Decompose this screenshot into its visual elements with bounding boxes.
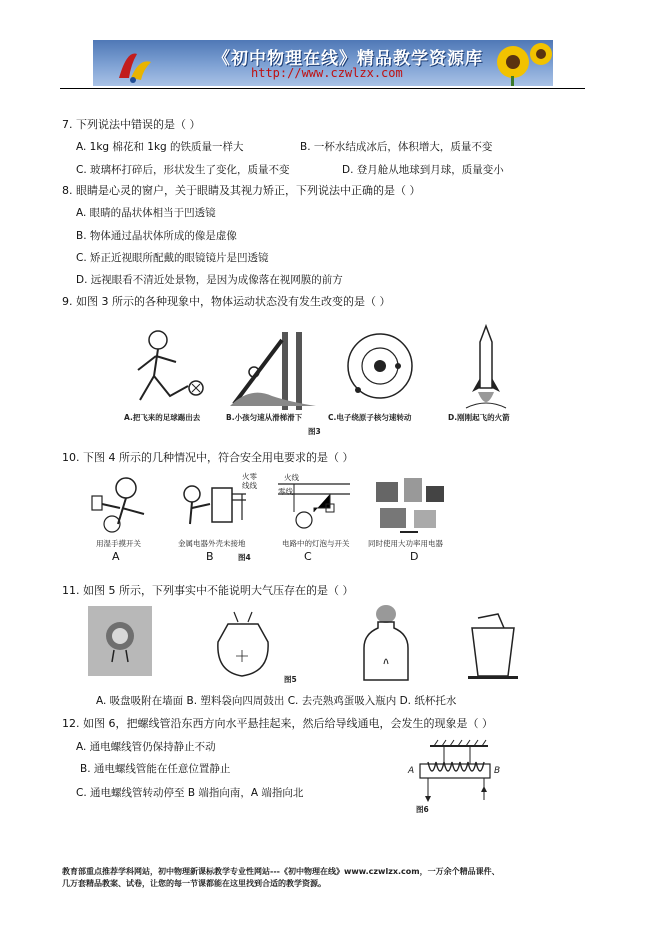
header-divider: [60, 88, 585, 89]
question-12-stem: 12. 如图 6，把螺线管沿东西方向水平悬挂起来，然后给导线通电，会发生的现象是（ ）: [62, 717, 493, 730]
figure-5-label: 图5: [284, 675, 297, 684]
figure-4: [88, 468, 448, 566]
solenoid-illustration: [404, 740, 504, 806]
figure-3-caption-a: A.把飞来的足球踢出去: [124, 413, 201, 422]
banner-url: http://www.czwlzx.com: [251, 66, 403, 80]
header-banner: [93, 40, 553, 86]
question-7-option-a: A. 1kg 棉花和 1kg 的铁质量一样大: [76, 141, 244, 153]
figure-5: [88, 606, 528, 686]
question-8-option-c: C. 矫正近视眼所配戴的眼镜镜片是凹透镜: [76, 252, 269, 264]
suction-cup-photo: [88, 606, 152, 676]
solenoid-end-a: A: [408, 766, 415, 776]
question-11-options: A. 吸盘吸附在墙面 B. 塑料袋向四周鼓出 C. 去壳熟鸡蛋吸入瓶内 D. 纸杯托水: [96, 695, 457, 707]
figure-3-caption-d: D.刚刚起飞的火箭: [448, 413, 510, 422]
figure-4-caption-b: 金属电器外壳未接地: [178, 539, 246, 548]
plastic-bag-illustration: [208, 606, 278, 682]
question-8-option-a: A. 眼睛的晶状体相当于凹透镜: [76, 207, 216, 219]
banner-title: 《初中物理在线》精品教学资源库: [213, 49, 483, 69]
question-7-option-d: D. 登月舱从地球到月球，质量变小: [342, 164, 504, 176]
figure-3-label: 图3: [308, 427, 321, 436]
question-11-stem: 11. 如图 5 所示，下列事实中不能说明大气压存在的是（ ）: [62, 584, 354, 597]
question-12-option-c: C. 通电螺线管转动停至 B 端指向南，A 端指向北: [76, 787, 304, 799]
figure-4-caption-d: 同时使用大功率用电器: [368, 539, 443, 548]
figure-6-label: 图6: [416, 805, 429, 814]
question-7-option-c: C. 玻璃杯打碎后，形状发生了变化，质量不变: [76, 164, 290, 176]
many-appliances-illustration: [370, 474, 450, 536]
rocket-illustration: [456, 322, 516, 412]
lamp-switch-circuit-illustration: [274, 474, 354, 536]
figure-4-letter-c: C: [304, 550, 312, 563]
wet-hand-switch-illustration: [88, 474, 158, 536]
figure-4-letter-a: A: [112, 550, 120, 563]
question-12-option-a: A. 通电螺线管仍保持静止不动: [76, 741, 216, 753]
figure-6: [404, 740, 504, 816]
slide-illustration: [220, 326, 320, 416]
question-9-stem: 9. 如图 3 所示的各种现象中，物体运动状态没有发生改变的是（ ）: [62, 295, 391, 308]
figure-4-wire-label-fire: 火线: [284, 473, 299, 482]
atom-illustration: [340, 328, 420, 408]
solenoid-end-b: B: [494, 766, 501, 776]
figure-4-letter-b: B: [206, 550, 214, 563]
question-7-option-b: B. 一杯水结成冰后，体积增大，质量不变: [300, 141, 493, 153]
figure-4-wire-label-1: 火零 线线: [242, 472, 257, 490]
question-12-option-b: B. 通电螺线管能在任意位置静止: [80, 763, 231, 775]
figure-4-label: 图4: [238, 553, 251, 562]
logo-icon: [115, 44, 155, 84]
figure-4-caption-c: 电路中的灯泡与开关: [282, 539, 350, 548]
egg-bottle-illustration: [356, 604, 416, 684]
question-8-option-b: B. 物体通过晶状体所成的像是虚像: [76, 230, 237, 242]
figure-3: [118, 322, 538, 440]
question-10-stem: 10. 下图 4 所示的几种情况中，符合安全用电要求的是（ ）: [62, 451, 354, 464]
footer-line-1: 教育部重点推荐学科网站，初中物理新课标教学专业性网站---《初中物理在线》www.czwlzx.com，一万余个精品课件、: [62, 867, 500, 876]
paper-cup-water-illustration: [458, 606, 528, 682]
figure-4-caption-a: 用湿手摸开关: [96, 539, 141, 548]
figure-3-caption-b: B.小孩匀速从滑梯滑下: [226, 413, 303, 422]
figure-4-wire-label-neutral: 零线: [278, 487, 293, 496]
question-8-stem: 8. 眼睛是心灵的窗户，关于眼睛及其视力矫正，下列说法中正确的是（ ）: [62, 184, 421, 197]
question-8-option-d: D. 远视眼看不清近处景物，是因为成像落在视网膜的前方: [76, 274, 343, 286]
kick-soccer-illustration: [118, 326, 218, 416]
footer-line-2: 几万套精品教案、试卷，让您的每一节课都能在这里找到合适的教学资源。: [62, 879, 326, 888]
sunflower-icon: [485, 40, 553, 86]
figure-3-caption-c: C.电子绕原子核匀速转动: [328, 413, 412, 422]
question-7-stem: 7. 下列说法中错误的是（ ）: [62, 118, 201, 131]
figure-4-letter-d: D: [410, 550, 419, 563]
